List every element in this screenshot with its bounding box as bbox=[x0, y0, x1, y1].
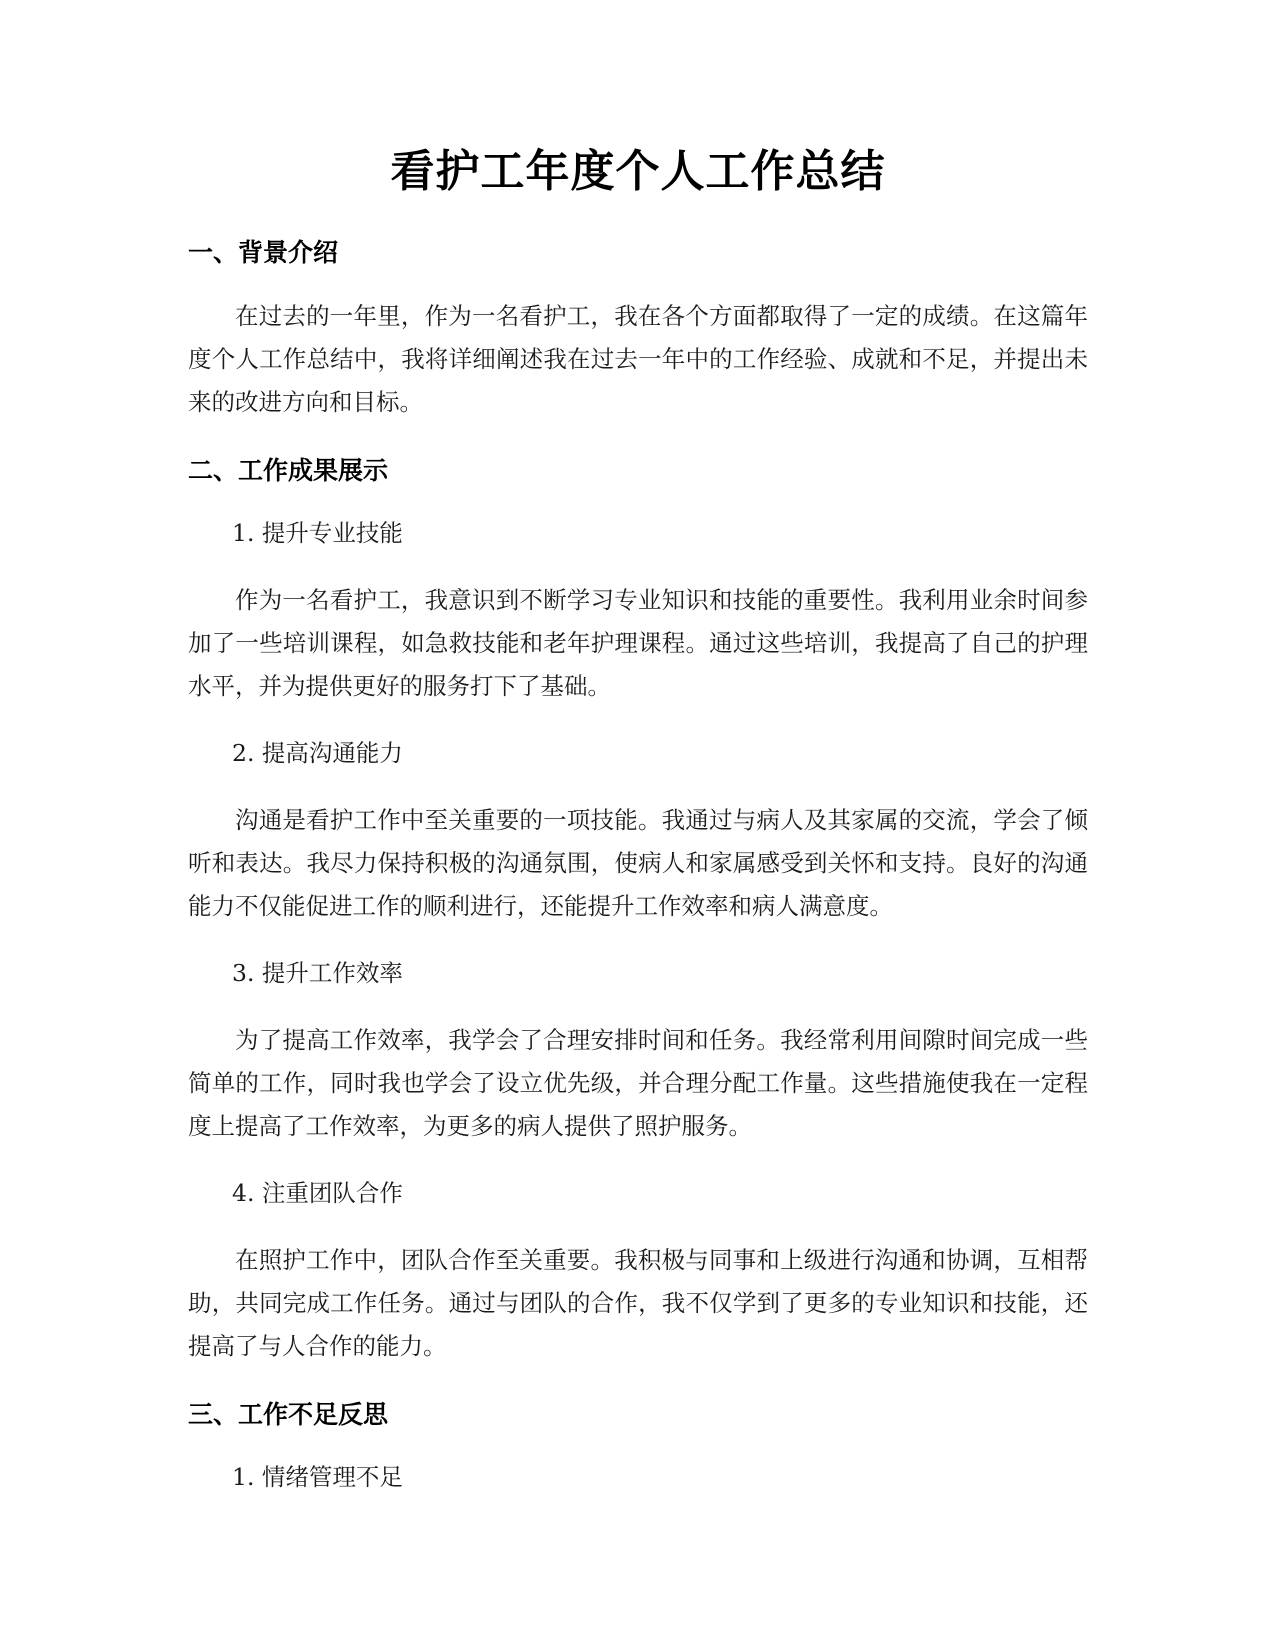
paragraph-teamwork: 在照护工作中，团队合作至关重要。我积极与同事和上级进行沟通和协调，互相帮助，共同完成工作任务。通过与团队的合作，我不仅学到了更多的专业知识和技能，还提高了与人合作的能力。 bbox=[188, 1246, 1088, 1360]
intro-paragraph: 在过去的一年里，作为一名看护工，我在各个方面都取得了一定的成绩。在这篇年度个人工作总结中，我将详细阐述我在过去一年中的工作经验、成就和不足，并提出未来的改进方向和目标。 bbox=[188, 302, 1088, 416]
document-body bbox=[188, 142, 1088, 1494]
paragraph-communication: 沟通是看护工作中至关重要的一项技能。我通过与病人及其家属的交流，学会了倾听和表达。我尽力保持积极的沟通氛围，使病人和家属感受到关怀和支持。良好的沟通能力不仅能促进工作的顺利进行，还能提升工作效率和病人满意度。 bbox=[188, 806, 1088, 920]
document-title: 看护工年度个人工作总结 bbox=[390, 146, 886, 197]
subheading-efficiency: 3. 提升工作效率 bbox=[232, 959, 403, 987]
paragraph-efficiency: 为了提高工作效率，我学会了合理安排时间和任务。我经常利用间隙时间完成一些简单的工作，同时我也学会了设立优先级，并合理分配工作量。这些措施使我在一定程度上提高了工作效率，为更多的病人提供了照护服务。 bbox=[188, 1026, 1088, 1140]
section-heading-background: 一、背景介绍 bbox=[188, 238, 339, 267]
subheading-professional-skills: 1. 提升专业技能 bbox=[232, 519, 403, 547]
subheading-emotion-management: 1. 情绪管理不足 bbox=[232, 1463, 403, 1491]
paragraph-professional-skills: 作为一名看护工，我意识到不断学习专业知识和技能的重要性。我利用业余时间参加了一些培训课程，如急救技能和老年护理课程。通过这些培训，我提高了自己的护理水平，并为提供更好的服务打下了基础。 bbox=[188, 586, 1088, 700]
section-heading-achievements: 二、工作成果展示 bbox=[188, 456, 389, 485]
subheading-teamwork: 4. 注重团队合作 bbox=[232, 1179, 403, 1207]
subheading-communication: 2. 提高沟通能力 bbox=[232, 739, 403, 767]
section-heading-reflection: 三、工作不足反思 bbox=[188, 1400, 389, 1429]
